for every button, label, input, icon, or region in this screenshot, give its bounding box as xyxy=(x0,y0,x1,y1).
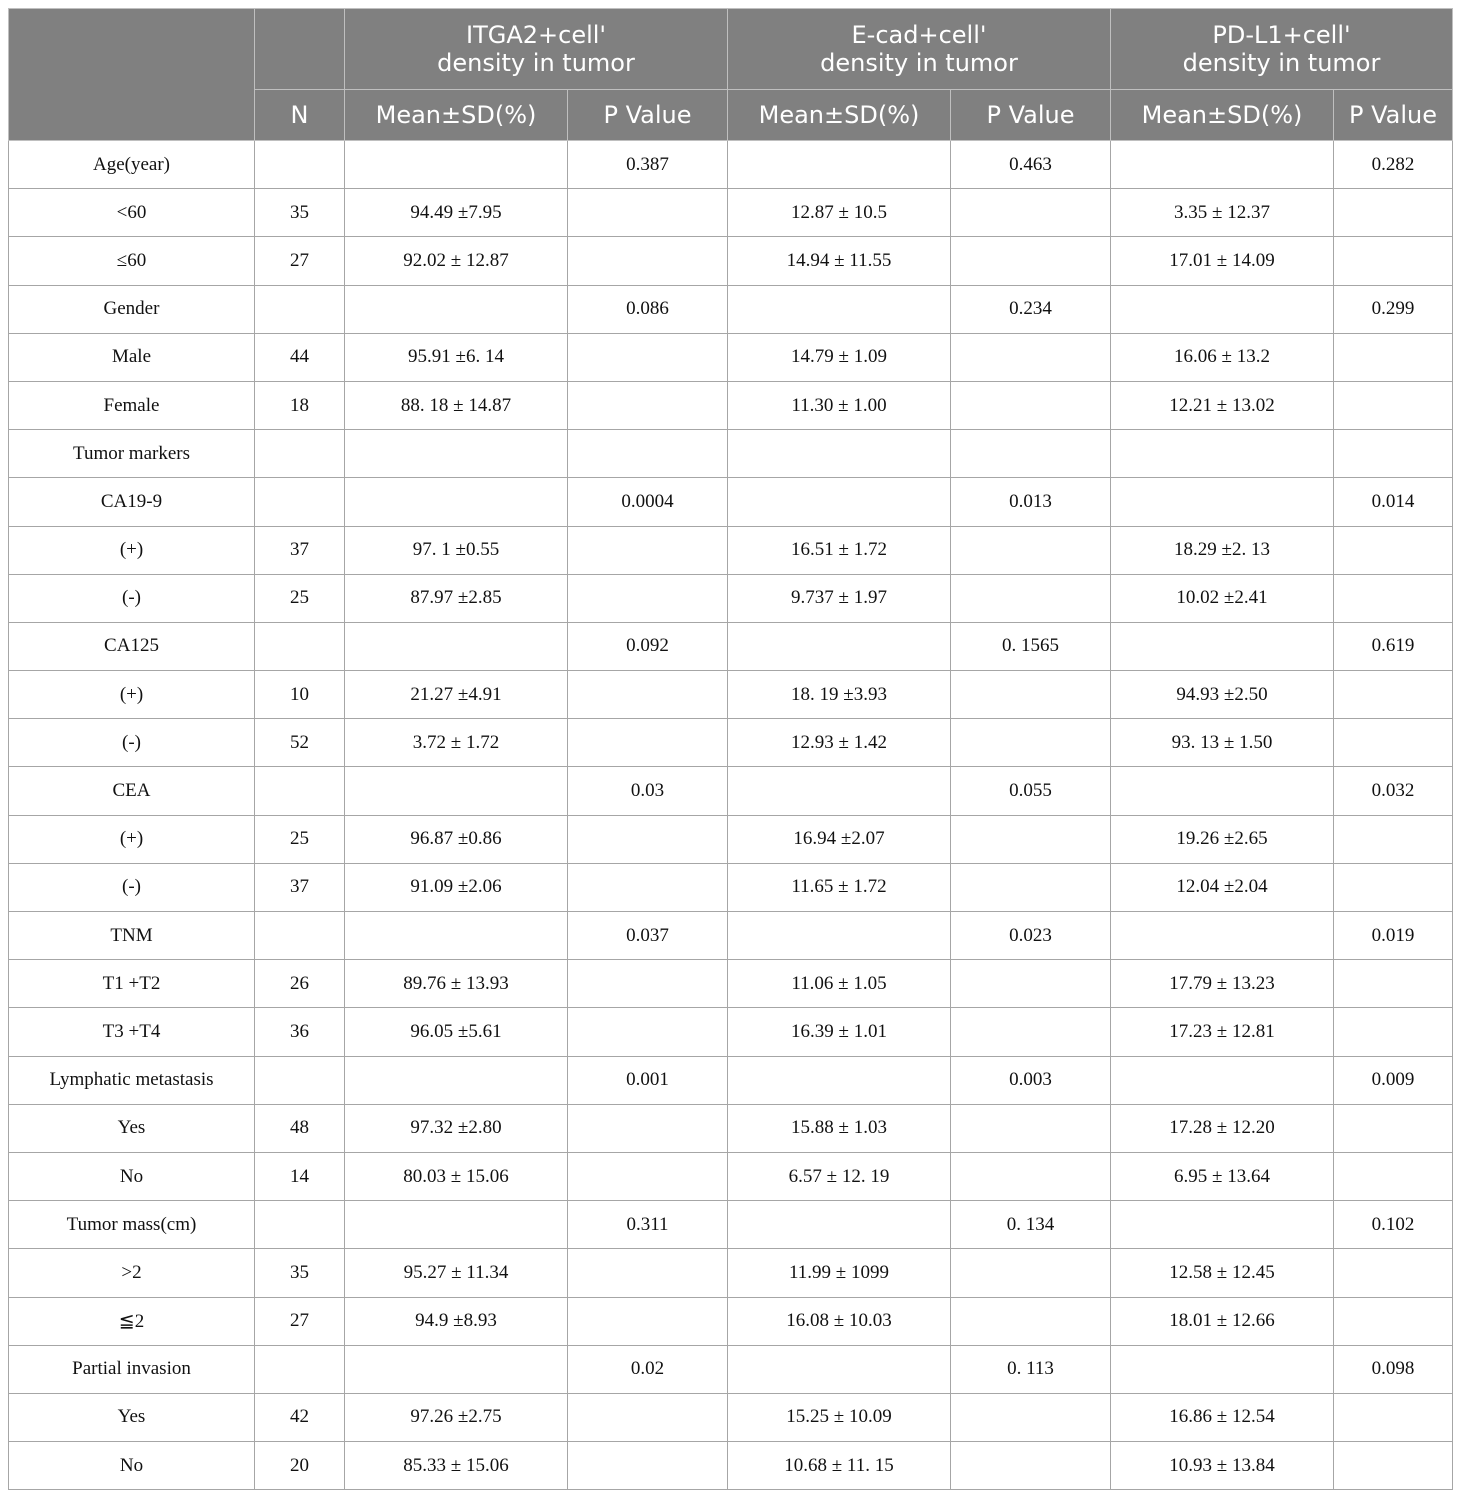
pdl1-p-cell xyxy=(1334,815,1453,863)
table-row xyxy=(9,1249,1453,1297)
row-label-cell: >2 xyxy=(9,1249,255,1297)
itga2-mean-cell: 96.87 ±0.86 xyxy=(345,815,568,863)
row-label-cell: (-) xyxy=(9,574,255,622)
itga2-mean-cell: 96.05 ±5.61 xyxy=(345,1008,568,1056)
ecad-p-cell xyxy=(951,574,1111,622)
itga2-p-cell xyxy=(568,526,728,574)
pdl1-p-cell xyxy=(1334,237,1453,285)
itga2-mean-cell: 91.09 ±2.06 xyxy=(345,863,568,911)
col-header-pdl1-p: P Value xyxy=(1334,90,1453,141)
table-row xyxy=(9,960,1453,1008)
itga2-p-cell xyxy=(568,1104,728,1152)
itga2-mean-cell xyxy=(345,1201,568,1249)
table-row xyxy=(9,237,1453,285)
itga2-p-cell xyxy=(568,1249,728,1297)
ecad-mean-cell xyxy=(728,1345,951,1393)
row-label-cell: T1 +T2 xyxy=(9,960,255,1008)
itga2-p-cell xyxy=(568,381,728,429)
row-label-cell: <60 xyxy=(9,189,255,237)
itga2-mean-cell: 94.49 ±7.95 xyxy=(345,189,568,237)
row-label-cell: ≤60 xyxy=(9,237,255,285)
itga2-mean-cell: 95.91 ±6. 14 xyxy=(345,333,568,381)
itga2-p-cell xyxy=(568,237,728,285)
pdl1-p-cell: 0.032 xyxy=(1334,767,1453,815)
ecad-mean-cell: 15.88 ± 1.03 xyxy=(728,1104,951,1152)
pdl1-p-cell: 0.282 xyxy=(1334,141,1453,189)
itga2-mean-cell xyxy=(345,141,568,189)
itga2-mean-cell: 97.26 ±2.75 xyxy=(345,1393,568,1441)
itga2-p-cell: 0.037 xyxy=(568,912,728,960)
ecad-p-cell: 0.013 xyxy=(951,478,1111,526)
ecad-p-cell: 0.023 xyxy=(951,912,1111,960)
col-header-ecad-p: P Value xyxy=(951,90,1111,141)
ecad-p-cell: 0.055 xyxy=(951,767,1111,815)
ecad-mean-cell xyxy=(728,1201,951,1249)
row-label-cell: Age(year) xyxy=(9,141,255,189)
col-header-ecad-mean: Mean±SD(%) xyxy=(728,90,951,141)
table-row xyxy=(9,526,1453,574)
itga2-mean-cell xyxy=(345,767,568,815)
table-row xyxy=(9,1297,1453,1345)
pdl1-p-cell xyxy=(1334,960,1453,1008)
ecad-mean-cell: 6.57 ± 12. 19 xyxy=(728,1152,951,1200)
ecad-p-cell: 0.003 xyxy=(951,1056,1111,1104)
table-row xyxy=(9,430,1453,478)
ecad-mean-cell xyxy=(728,912,951,960)
ecad-mean-cell xyxy=(728,767,951,815)
row-label-cell: TNM xyxy=(9,912,255,960)
row-label-cell: Female xyxy=(9,381,255,429)
ecad-p-cell xyxy=(951,719,1111,767)
pdl1-p-cell: 0.102 xyxy=(1334,1201,1453,1249)
pdl1-mean-cell xyxy=(1111,430,1334,478)
n-cell: 10 xyxy=(255,671,345,719)
n-cell xyxy=(255,285,345,333)
pdl1-p-cell xyxy=(1334,671,1453,719)
itga2-mean-cell xyxy=(345,478,568,526)
row-label-cell: Partial invasion xyxy=(9,1345,255,1393)
pdl1-mean-cell xyxy=(1111,912,1334,960)
n-cell: 25 xyxy=(255,574,345,622)
ecad-mean-cell: 12.93 ± 1.42 xyxy=(728,719,951,767)
n-cell xyxy=(255,430,345,478)
group-header-itga2: ITGA2+cell' density in tumor xyxy=(345,9,728,90)
n-cell xyxy=(255,1201,345,1249)
ecad-p-cell xyxy=(951,863,1111,911)
pdl1-p-cell xyxy=(1334,1297,1453,1345)
itga2-p-cell xyxy=(568,1008,728,1056)
ecad-mean-cell: 16.51 ± 1.72 xyxy=(728,526,951,574)
pdl1-mean-cell: 93. 13 ± 1.50 xyxy=(1111,719,1334,767)
pdl1-mean-cell: 12.21 ± 13.02 xyxy=(1111,381,1334,429)
ecad-p-cell: 0. 113 xyxy=(951,1345,1111,1393)
ecad-mean-cell xyxy=(728,285,951,333)
ecad-mean-cell xyxy=(728,430,951,478)
table-row xyxy=(9,719,1453,767)
table-row xyxy=(9,285,1453,333)
itga2-mean-cell xyxy=(345,1056,568,1104)
n-cell: 37 xyxy=(255,526,345,574)
itga2-p-cell: 0.092 xyxy=(568,622,728,670)
pdl1-mean-cell: 6.95 ± 13.64 xyxy=(1111,1152,1334,1200)
row-label-cell: ≦2 xyxy=(9,1297,255,1345)
table-header xyxy=(9,9,1453,141)
n-cell xyxy=(255,141,345,189)
ecad-mean-cell: 18. 19 ±3.93 xyxy=(728,671,951,719)
itga2-mean-cell: 80.03 ± 15.06 xyxy=(345,1152,568,1200)
ecad-p-cell xyxy=(951,1152,1111,1200)
ecad-mean-cell: 11.30 ± 1.00 xyxy=(728,381,951,429)
itga2-p-cell xyxy=(568,430,728,478)
table-row xyxy=(9,912,1453,960)
n-cell: 20 xyxy=(255,1442,345,1490)
pdl1-p-cell: 0.299 xyxy=(1334,285,1453,333)
row-label-cell: T3 +T4 xyxy=(9,1008,255,1056)
pdl1-mean-cell: 94.93 ±2.50 xyxy=(1111,671,1334,719)
pdl1-p-cell: 0.009 xyxy=(1334,1056,1453,1104)
ecad-p-cell xyxy=(951,237,1111,285)
n-cell: 27 xyxy=(255,1297,345,1345)
ecad-p-cell xyxy=(951,960,1111,1008)
itga2-mean-cell: 85.33 ± 15.06 xyxy=(345,1442,568,1490)
pdl1-p-cell xyxy=(1334,189,1453,237)
pdl1-mean-cell xyxy=(1111,141,1334,189)
row-label-cell: CA19-9 xyxy=(9,478,255,526)
row-label-cell: Yes xyxy=(9,1104,255,1152)
itga2-p-cell xyxy=(568,333,728,381)
table-row xyxy=(9,1152,1453,1200)
itga2-mean-cell xyxy=(345,912,568,960)
ecad-p-cell: 0. 1565 xyxy=(951,622,1111,670)
itga2-p-cell: 0.001 xyxy=(568,1056,728,1104)
table-row xyxy=(9,333,1453,381)
itga2-mean-cell xyxy=(345,430,568,478)
ecad-mean-cell: 11.06 ± 1.05 xyxy=(728,960,951,1008)
pdl1-p-cell xyxy=(1334,719,1453,767)
ecad-p-cell xyxy=(951,381,1111,429)
ecad-mean-cell xyxy=(728,141,951,189)
pdl1-mean-cell: 17.01 ± 14.09 xyxy=(1111,237,1334,285)
pdl1-p-cell: 0.019 xyxy=(1334,912,1453,960)
itga2-p-cell xyxy=(568,671,728,719)
pdl1-mean-cell: 16.06 ± 13.2 xyxy=(1111,333,1334,381)
ecad-p-cell xyxy=(951,671,1111,719)
itga2-mean-cell: 94.9 ±8.93 xyxy=(345,1297,568,1345)
itga2-mean-cell: 95.27 ± 11.34 xyxy=(345,1249,568,1297)
ecad-mean-cell: 10.68 ± 11. 15 xyxy=(728,1442,951,1490)
table-row xyxy=(9,381,1453,429)
ecad-p-cell xyxy=(951,1297,1111,1345)
ecad-mean-cell xyxy=(728,478,951,526)
row-label-cell: CA125 xyxy=(9,622,255,670)
n-cell: 44 xyxy=(255,333,345,381)
pdl1-mean-cell: 10.93 ± 13.84 xyxy=(1111,1442,1334,1490)
pdl1-mean-cell xyxy=(1111,1056,1334,1104)
ecad-mean-cell: 14.79 ± 1.09 xyxy=(728,333,951,381)
ecad-mean-cell: 16.08 ± 10.03 xyxy=(728,1297,951,1345)
n-cell xyxy=(255,1345,345,1393)
itga2-mean-cell: 3.72 ± 1.72 xyxy=(345,719,568,767)
n-cell xyxy=(255,912,345,960)
pdl1-mean-cell: 12.04 ±2.04 xyxy=(1111,863,1334,911)
ecad-p-cell xyxy=(951,526,1111,574)
row-label-cell: Yes xyxy=(9,1393,255,1441)
ecad-mean-cell: 16.39 ± 1.01 xyxy=(728,1008,951,1056)
data-table xyxy=(8,8,1453,1490)
table-row xyxy=(9,1008,1453,1056)
n-cell: 25 xyxy=(255,815,345,863)
itga2-p-cell xyxy=(568,574,728,622)
ecad-p-cell: 0.234 xyxy=(951,285,1111,333)
pdl1-p-cell xyxy=(1334,333,1453,381)
table-row xyxy=(9,622,1453,670)
header-blank-cell xyxy=(255,9,345,90)
ecad-mean-cell: 14.94 ± 11.55 xyxy=(728,237,951,285)
table-body xyxy=(9,141,1453,1490)
n-cell: 26 xyxy=(255,960,345,1008)
col-header-n: N xyxy=(255,90,345,141)
itga2-mean-cell: 21.27 ±4.91 xyxy=(345,671,568,719)
itga2-p-cell xyxy=(568,1442,728,1490)
n-cell: 48 xyxy=(255,1104,345,1152)
pdl1-p-cell: 0.014 xyxy=(1334,478,1453,526)
itga2-p-cell xyxy=(568,189,728,237)
itga2-p-cell: 0.02 xyxy=(568,1345,728,1393)
table-row xyxy=(9,1104,1453,1152)
ecad-mean-cell: 11.99 ± 1099 xyxy=(728,1249,951,1297)
table-row xyxy=(9,671,1453,719)
n-cell xyxy=(255,767,345,815)
ecad-p-cell xyxy=(951,1249,1111,1297)
corner-header-cell xyxy=(9,9,255,141)
n-cell xyxy=(255,1056,345,1104)
pdl1-p-cell xyxy=(1334,526,1453,574)
itga2-mean-cell: 97.32 ±2.80 xyxy=(345,1104,568,1152)
itga2-mean-cell: 88. 18 ± 14.87 xyxy=(345,381,568,429)
itga2-p-cell xyxy=(568,863,728,911)
itga2-p-cell xyxy=(568,815,728,863)
pdl1-mean-cell: 10.02 ±2.41 xyxy=(1111,574,1334,622)
pdl1-mean-cell xyxy=(1111,478,1334,526)
group-header-ecad: E-cad+cell' density in tumor xyxy=(728,9,1111,90)
ecad-mean-cell: 15.25 ± 10.09 xyxy=(728,1393,951,1441)
n-cell: 36 xyxy=(255,1008,345,1056)
pdl1-mean-cell xyxy=(1111,767,1334,815)
n-cell: 42 xyxy=(255,1393,345,1441)
table-row xyxy=(9,1442,1453,1490)
itga2-p-cell xyxy=(568,1297,728,1345)
ecad-mean-cell: 16.94 ±2.07 xyxy=(728,815,951,863)
itga2-p-cell: 0.0004 xyxy=(568,478,728,526)
table-row xyxy=(9,574,1453,622)
row-label-cell: Tumor mass(cm) xyxy=(9,1201,255,1249)
itga2-mean-cell xyxy=(345,1345,568,1393)
itga2-p-cell xyxy=(568,960,728,1008)
n-cell xyxy=(255,622,345,670)
col-header-itga2-mean: Mean±SD(%) xyxy=(345,90,568,141)
ecad-p-cell xyxy=(951,1104,1111,1152)
ecad-p-cell xyxy=(951,189,1111,237)
n-cell: 35 xyxy=(255,1249,345,1297)
ecad-p-cell: 0. 134 xyxy=(951,1201,1111,1249)
ecad-mean-cell xyxy=(728,1056,951,1104)
itga2-mean-cell: 97. 1 ±0.55 xyxy=(345,526,568,574)
pdl1-p-cell xyxy=(1334,430,1453,478)
row-label-cell: Gender xyxy=(9,285,255,333)
ecad-p-cell xyxy=(951,333,1111,381)
ecad-mean-cell: 9.737 ± 1.97 xyxy=(728,574,951,622)
n-cell: 14 xyxy=(255,1152,345,1200)
n-cell: 35 xyxy=(255,189,345,237)
row-label-cell: Tumor markers xyxy=(9,430,255,478)
pdl1-mean-cell: 16.86 ± 12.54 xyxy=(1111,1393,1334,1441)
pdl1-p-cell xyxy=(1334,1008,1453,1056)
itga2-mean-cell: 87.97 ±2.85 xyxy=(345,574,568,622)
pdl1-p-cell xyxy=(1334,1152,1453,1200)
itga2-p-cell xyxy=(568,719,728,767)
n-cell: 27 xyxy=(255,237,345,285)
n-cell: 18 xyxy=(255,381,345,429)
pdl1-mean-cell: 18.01 ± 12.66 xyxy=(1111,1297,1334,1345)
group-header-pdl1: PD-L1+cell' density in tumor xyxy=(1111,9,1453,90)
row-label-cell: No xyxy=(9,1152,255,1200)
ecad-p-cell xyxy=(951,1393,1111,1441)
row-label-cell: Male xyxy=(9,333,255,381)
pdl1-mean-cell: 18.29 ±2. 13 xyxy=(1111,526,1334,574)
itga2-mean-cell: 92.02 ± 12.87 xyxy=(345,237,568,285)
n-cell xyxy=(255,478,345,526)
col-header-itga2-p: P Value xyxy=(568,90,728,141)
row-label-cell: No xyxy=(9,1442,255,1490)
table-row xyxy=(9,189,1453,237)
pdl1-mean-cell xyxy=(1111,285,1334,333)
pdl1-p-cell: 0.098 xyxy=(1334,1345,1453,1393)
ecad-p-cell xyxy=(951,1442,1111,1490)
row-label-cell: CEA xyxy=(9,767,255,815)
pdl1-mean-cell xyxy=(1111,1201,1334,1249)
itga2-p-cell xyxy=(568,1393,728,1441)
pdl1-p-cell xyxy=(1334,863,1453,911)
ecad-mean-cell: 12.87 ± 10.5 xyxy=(728,189,951,237)
table-row xyxy=(9,1201,1453,1249)
itga2-mean-cell xyxy=(345,622,568,670)
ecad-p-cell xyxy=(951,430,1111,478)
row-label-cell: Lymphatic metastasis xyxy=(9,1056,255,1104)
pdl1-mean-cell: 3.35 ± 12.37 xyxy=(1111,189,1334,237)
n-cell: 52 xyxy=(255,719,345,767)
pdl1-p-cell xyxy=(1334,1104,1453,1152)
pdl1-p-cell xyxy=(1334,574,1453,622)
ecad-p-cell: 0.463 xyxy=(951,141,1111,189)
row-label-cell: (+) xyxy=(9,671,255,719)
pdl1-mean-cell xyxy=(1111,1345,1334,1393)
row-label-cell: (-) xyxy=(9,863,255,911)
pdl1-p-cell xyxy=(1334,1249,1453,1297)
table-row xyxy=(9,1393,1453,1441)
itga2-p-cell: 0.311 xyxy=(568,1201,728,1249)
ecad-p-cell xyxy=(951,815,1111,863)
table-row xyxy=(9,1056,1453,1104)
table-row xyxy=(9,815,1453,863)
row-label-cell: (-) xyxy=(9,719,255,767)
table-row xyxy=(9,1345,1453,1393)
ecad-p-cell xyxy=(951,1008,1111,1056)
ecad-mean-cell: 11.65 ± 1.72 xyxy=(728,863,951,911)
itga2-p-cell: 0.387 xyxy=(568,141,728,189)
itga2-p-cell: 0.03 xyxy=(568,767,728,815)
table-row xyxy=(9,141,1453,189)
table-row xyxy=(9,478,1453,526)
ecad-mean-cell xyxy=(728,622,951,670)
pdl1-p-cell xyxy=(1334,1442,1453,1490)
table-row xyxy=(9,863,1453,911)
pdl1-mean-cell: 12.58 ± 12.45 xyxy=(1111,1249,1334,1297)
itga2-mean-cell: 89.76 ± 13.93 xyxy=(345,960,568,1008)
itga2-mean-cell xyxy=(345,285,568,333)
row-label-cell: (+) xyxy=(9,526,255,574)
itga2-p-cell: 0.086 xyxy=(568,285,728,333)
pdl1-mean-cell: 17.23 ± 12.81 xyxy=(1111,1008,1334,1056)
pdl1-mean-cell xyxy=(1111,622,1334,670)
row-label-cell: (+) xyxy=(9,815,255,863)
pdl1-p-cell xyxy=(1334,1393,1453,1441)
pdl1-mean-cell: 19.26 ±2.65 xyxy=(1111,815,1334,863)
n-cell: 37 xyxy=(255,863,345,911)
pdl1-p-cell: 0.619 xyxy=(1334,622,1453,670)
table-row xyxy=(9,767,1453,815)
pdl1-mean-cell: 17.28 ± 12.20 xyxy=(1111,1104,1334,1152)
table-container xyxy=(8,8,1453,1490)
itga2-p-cell xyxy=(568,1152,728,1200)
pdl1-mean-cell: 17.79 ± 13.23 xyxy=(1111,960,1334,1008)
col-header-pdl1-mean: Mean±SD(%) xyxy=(1111,90,1334,141)
pdl1-p-cell xyxy=(1334,381,1453,429)
